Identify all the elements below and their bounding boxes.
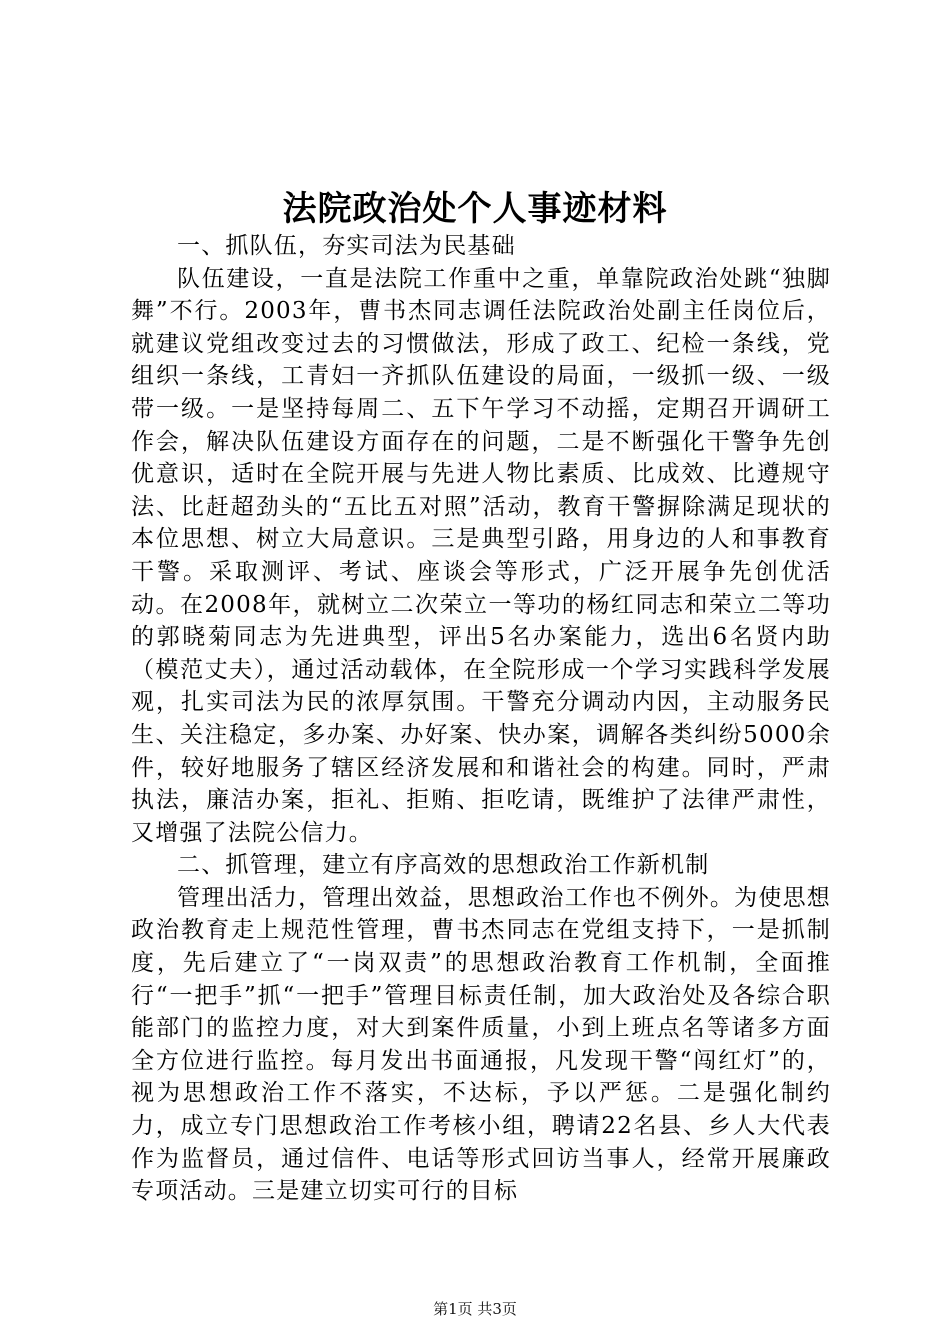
document-body (131, 230, 831, 1208)
section-paragraph-2: 管理出活力，管理出效益，思想政治工作也不例外。为使思想政治教育走上规范性管理，曹书杰同志在党组支持下，一是抓制度，先后建立了“一岗双责”的思想政治教育工作机制，全面推行“一把手”抓“一把手”管理目标责任制，加大政治处及各综合职能部门的监控力度，对大到案件质量，小到上班点名等诸多方面全方位进行监控。每月发出书面通报，凡发现干警“闯红灯”的，视为思想政治工作不落实，不达标，予以严惩。二是强化制约力，成立专门思想政治工作考核小组，聘请22名县、乡人大代表作为监督员，通过信件、电话等形式回访当事人，经常开展廉政专项活动。三是建立切实可行的目标 (131, 884, 831, 1205)
section-paragraph-1: 队伍建设，一直是法院工作重中之重，单靠院政治处跳“独脚舞”不行。2003年，曹书杰同志调任法院政治处副主任岗位后，就建议党组改变过去的习惯做法，形成了政工、纪检一条线，党组织一条线，工青妇一齐抓队伍建设的局面，一级抓一级、一级带一级。一是坚持每周二、五下午学习不动摇，定期召开调研工作会，解决队伍建设方面存在的问题，二是不断强化干警争先创优意识，适时在全院开展与先进人物比素质、比成效、比遵规守法、比赶超劲头的“五比五对照”活动，教育干警摒除满足现状的本位思想、树立大局意识。三是典型引路，用身边的人和事教育干警。采取测评、考试、座谈会等形式，广泛开展争先创优活动。在2008年，就树立二次荣立一等功的杨红同志和荣立二等功的郭晓菊同志为先进典型，评出5名办案能力，选出6名贤内助（模范丈夫），通过活动载体，在全院形成一个学习实践科学发展观，扎实司法为民的浓厚氛围。干警充分调动内因，主动服务民生、关注稳定，多办案、办好案、快办案，调解各类纠纷5000余件，较好地服务了辖区经济发展和和谐社会的构建。同时，严肃执法，廉洁办案，拒礼、拒贿、拒吃请，既维护了法律严肃性，又增强了法院公信力。 (131, 265, 831, 846)
document-title: 法院政治处个人事迹材料 (282, 189, 668, 229)
section-heading-2: 二、抓管理，建立有序高效的思想政治工作新机制 (177, 852, 710, 879)
page-number-footer: 第1页 共3页 (433, 1300, 517, 1318)
section-heading-1: 一、抓队伍，夯实司法为民基础 (177, 233, 516, 259)
